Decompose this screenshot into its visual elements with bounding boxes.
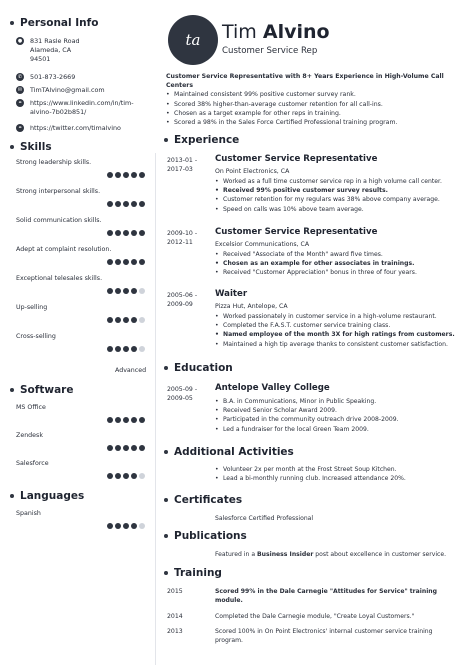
job-bullet: • Maintained a high tip average thanks to consistent customer satisfaction. [215,340,470,349]
skills-heading: Skills [10,141,52,153]
rating-dot-filled [107,259,113,265]
address-line-2: Alameda, CA [30,46,72,54]
activity-bullet: • Lead a bi-monthly running club. Increased attendance 20%. [215,474,470,483]
address-line-1: 831 Rasle Road [30,37,80,45]
column-divider [155,153,156,665]
job-bullet: • Customer retention for my regulars was 38% above company average. [215,195,470,204]
training-heading: Training [164,567,222,579]
rating-dot-filled [123,473,129,479]
certificates-heading: Certificates [164,494,242,506]
rating-dot-filled [139,201,145,207]
email-icon: ✉ [17,87,23,93]
job-bullet: • Received 99% positive customer survey results. [215,186,470,195]
education-dates: 2005-09 - 2009-05 [167,386,198,402]
rating-dot-filled [139,172,145,178]
activity-bullet: • Volunteer 2x per month at the Frost Street Soup Kitchen. [215,465,470,474]
training-item: Scored 99% in the Dale Carnegie "Attitudes for Service" training module. [215,588,437,604]
education-bullet: • Received Senior Scholar Award 2009. [215,406,470,415]
rating-dots [107,445,147,451]
software-heading: Software [10,384,73,396]
linkedin-row [16,99,134,117]
link-icon: ⚭ [17,100,23,106]
rating-dot-empty [139,523,145,529]
link-icon: ⚭ [17,125,23,131]
education-heading: Education [164,362,233,374]
experience-heading: Experience [164,134,239,146]
job-bullets [215,312,470,349]
rating-dot-filled [107,417,113,423]
job-bullet: • Worked passionately in customer service in a high-volume restaurant. [215,312,470,321]
training-year: 2015 [167,588,183,595]
section-bullet-icon [164,450,168,454]
rating-dot-filled [123,445,129,451]
rating-dot-filled [131,288,137,294]
rating-dot-filled [115,317,121,323]
rating-label: Strong leadership skills. [16,159,92,166]
rating-label: Cross-selling [16,333,56,340]
section-bullet-icon [10,388,14,392]
section-bullet-icon [10,21,14,25]
phone-icon: ✆ [17,74,23,80]
job-bullets [215,177,470,214]
rating-dot-filled [115,346,121,352]
address-line-3: 94501 [30,55,51,63]
personal-info-heading: Personal Info [10,17,98,29]
rating-dot-filled [107,230,113,236]
job-bullets [215,250,470,278]
summary-headline: Customer Service Representative with 8+ Years Experience in High-Volume Call Centers [166,73,444,90]
rating-dot-filled [131,346,137,352]
twitter-row [16,124,121,133]
training-item: Completed the Dale Carnegie module, "Create Loyal Customers." [215,613,415,620]
rating-label: Zendesk [16,432,43,439]
rating-dot-filled [115,230,121,236]
job-bullet: • Worked as a full time customer service rep in a high volume call center. [215,177,470,186]
rating-dot-filled [115,259,121,265]
activities-heading: Additional Activities [164,446,294,458]
job-title: Customer Service Representative [215,154,378,164]
section-bullet-icon [164,571,168,575]
rating-dot-filled [107,288,113,294]
section-bullet-icon [164,534,168,538]
rating-dot-empty [139,317,145,323]
job-title: Customer Service Representative [215,227,378,237]
rating-dot-filled [131,230,137,236]
rating-label: Up-selling [16,304,48,311]
location-pin-icon: ● [17,38,23,44]
summary-bullet: • Maintained consistent 99% positive customer survey rank. [166,90,466,99]
school-name: Antelope Valley College [215,383,330,393]
twitter-link[interactable]: https://twitter.com/timalvino [30,124,121,132]
rating-dot-filled [123,523,129,529]
rating-dot-filled [123,288,129,294]
rating-label: Strong interpersonal skills. [16,188,101,195]
rating-dot-filled [131,317,137,323]
summary-bullet: • Scored 38% higher-than-average customer retention for all call-ins. [166,100,466,109]
rating-label: Exceptional telesales skills. [16,275,103,282]
job-company: Pizza Hut, Antelope, CA [215,303,288,310]
section-bullet-icon [164,366,168,370]
rating-dots [107,172,147,178]
avatar: ta [168,15,218,65]
certificate-item: Salesforce Certified Professional [215,515,314,522]
rating-dot-filled [115,473,121,479]
rating-label: Salesforce [16,460,49,467]
rating-dot-filled [123,172,129,178]
rating-dot-filled [123,230,129,236]
education-bullet: • Participated in the community outreach drive 2008-2009. [215,415,470,424]
rating-label: Spanish [16,510,41,517]
rating-dot-empty [139,346,145,352]
education-bullets [215,397,470,434]
phone-row [16,73,75,82]
rating-dot-filled [107,473,113,479]
job-company: On Point Electronics, CA [215,168,290,175]
education-bullet: • B.A. in Communications, Minor in Public Speaking. [215,397,470,406]
publication-item: Featured in a Business Insider post about excellence in customer service. [215,551,447,558]
rating-dots [107,317,147,323]
rating-dot-filled [131,201,137,207]
summary-bullet: • Chosen as a target example for other reps in training. [166,109,466,118]
education-bullet: • Led a fundraiser for the local Green Team 2009. [215,425,470,434]
job-company: Excelsior Communications, CA [215,241,310,248]
email-link[interactable]: TimTAlvino@gmail.com [30,86,105,94]
training-item: Scored 100% in On Point Electronics' internal customer service training program. [215,628,433,644]
activities-bullets [215,465,470,483]
rating-dot-filled [107,317,113,323]
rating-dot-filled [107,201,113,207]
job-bullet: • Received "Associate of the Month" award five times. [215,250,470,259]
rating-dots [107,473,147,479]
rating-dot-filled [131,172,137,178]
rating-dot-filled [139,445,145,451]
job-bullet: • Speed on calls was 10% above team average. [215,205,470,214]
rating-dot-filled [107,172,113,178]
rating-label: Solid communication skills. [16,217,102,224]
section-bullet-icon [164,138,168,142]
rating-dot-filled [115,288,121,294]
rating-dot-empty [139,288,145,294]
candidate-role: Customer Service Rep [222,46,318,56]
address-row [16,37,80,64]
rating-dot-filled [123,259,129,265]
job-bullet: • Chosen as an example for other associates in trainings. [215,259,470,268]
rating-dot-filled [139,417,145,423]
section-bullet-icon [10,494,14,498]
rating-dots [107,201,147,207]
languages-heading: Languages [10,490,84,502]
section-bullet-icon [164,498,168,502]
job-dates: 2005-06 - 2009-09 [167,292,198,308]
publications-heading: Publications [164,530,247,542]
rating-dots [107,417,147,423]
rating-dot-filled [123,317,129,323]
rating-dot-filled [139,259,145,265]
section-bullet-icon [10,145,14,149]
rating-dot-filled [131,523,137,529]
rating-dot-filled [115,417,121,423]
job-bullet: • Named employee of the month 3X for high ratings from customers. [215,330,470,339]
rating-dot-filled [123,346,129,352]
skill-level-label: Advanced [115,367,147,374]
rating-dot-filled [107,346,113,352]
job-title: Waiter [215,289,248,299]
job-bullet: • Completed the F.A.S.T. customer service training class. [215,321,470,330]
training-year: 2013 [167,628,183,635]
rating-label: Adept at complaint resolution. [16,246,112,253]
rating-dot-filled [131,473,137,479]
rating-dots [107,523,147,529]
rating-dot-filled [115,523,121,529]
rating-dot-filled [131,445,137,451]
rating-dot-empty [139,473,145,479]
rating-dot-filled [139,230,145,236]
rating-label: MS Office [16,404,46,411]
linkedin-link[interactable]: https://www.linkedin.com/in/tim- alvino-7b02b851/ [30,99,134,116]
rating-dot-filled [131,259,137,265]
rating-dot-filled [123,417,129,423]
job-dates: 2009-10 - 2012-11 [167,230,198,246]
job-bullet: • Received "Customer Appreciation" bonus in three of four years. [215,268,470,277]
candidate-name: Tim Alvino [222,21,330,43]
phone-text: 501-873-2669 [30,73,76,81]
summary [166,72,466,127]
training-year: 2014 [167,613,183,620]
rating-dot-filled [115,201,121,207]
rating-dots [107,346,147,352]
job-dates: 2013-01 - 2017-03 [167,157,198,173]
rating-dots [107,230,147,236]
summary-bullet: • Scored a 98% in the Sales Force Certified Professional training program. [166,118,466,127]
rating-dot-filled [115,172,121,178]
rating-dot-filled [115,445,121,451]
email-row [16,86,105,95]
rating-dots [107,259,147,265]
rating-dot-filled [123,201,129,207]
rating-dot-filled [131,417,137,423]
rating-dots [107,288,147,294]
rating-dot-filled [107,445,113,451]
rating-dot-filled [107,523,113,529]
